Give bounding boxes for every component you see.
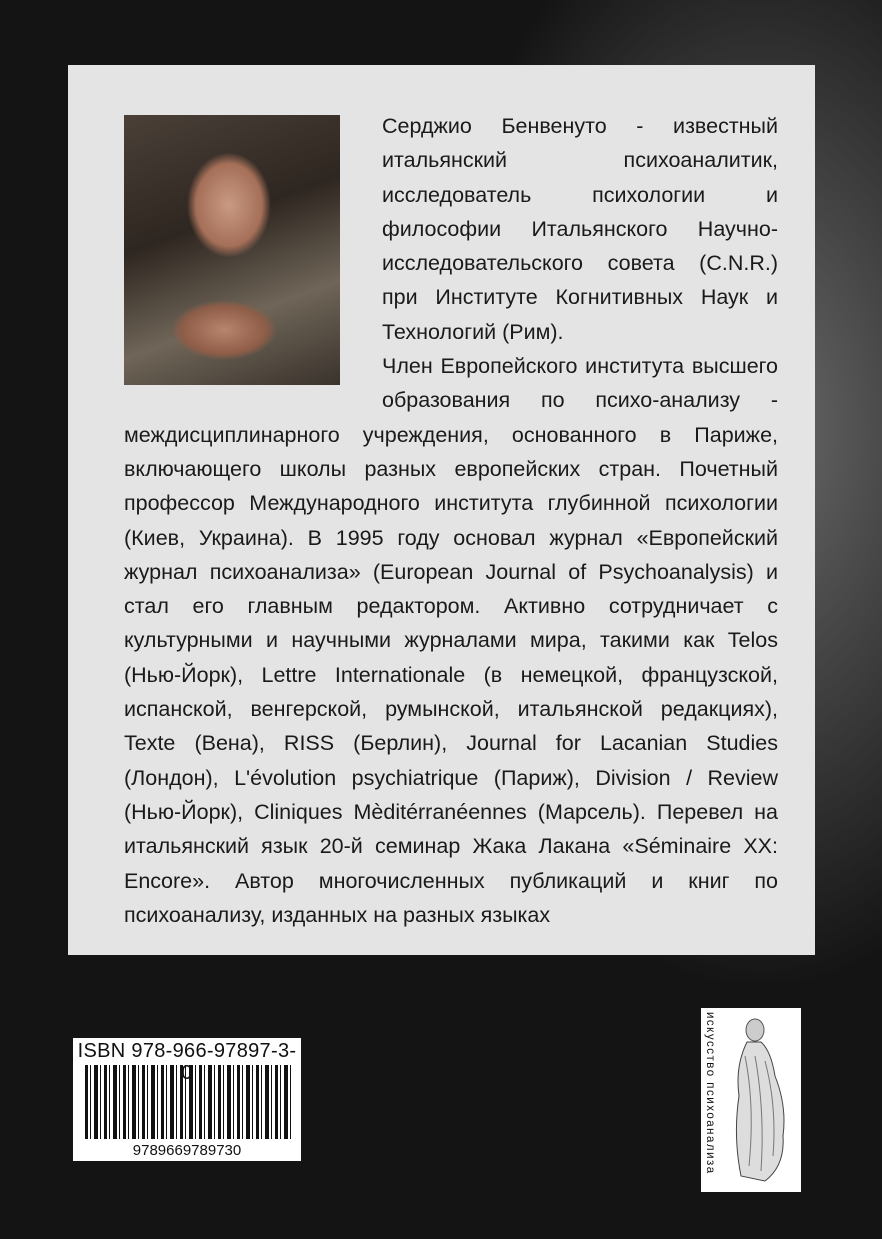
isbn-barcode — [73, 1038, 301, 1161]
statue-icon — [725, 1016, 793, 1186]
author-bio-panel — [68, 65, 815, 955]
author-bio — [124, 109, 778, 932]
isbn-title: ISBN 978-966-97897-3-0 — [73, 1040, 301, 1062]
publisher-logo-text: искусство психоанализа — [704, 1012, 716, 1175]
bio-paragraph-1: Серджио Бенвенуто - известный итальянский психоаналитик, исследователь психологии и философии Итальянского Научно-исследовательского совета (C.N.R.) при Институте Когнитивных Наук и Технологий (Рим). — [382, 114, 778, 344]
publisher-logo — [701, 1008, 801, 1192]
isbn-number: 9789669789730 — [127, 1142, 247, 1160]
author-photo — [124, 115, 340, 385]
bio-paragraph-2: Член Европейского института высшего образования по психо-анализу - междисциплинарного учреждения, основанного в Париже, включающего школы разных европейских стран. Почетный профессор Международного института глубинной психологии (Киев, Украина). В 1995 году основал журнал «Европейский журнал психоанализа» (European Journal of Psychoanalysis) и стал его главным редактором. Активно сотрудничает с культурными и научными журналами мира, такими как Telos (Нью-Йорк), Lettre Internationale (в немецкой, французской, испанской, венгерской, румынской, итальянской редакциях), Texte (Вена), RISS (Берлин), Journal for Lacanian Studies (Лондон), L'évolution psychiatrique (Париж), Division / Review (Нью-Йорк), Cliniques Mèditérranéennes (Марсель). Перевел на итальянский язык 20-й семинар Жака Лакана «Séminaire XX: Encore». Автор многочисленных публикаций и книг по психоанализу, изданных на разных языках — [124, 354, 778, 927]
